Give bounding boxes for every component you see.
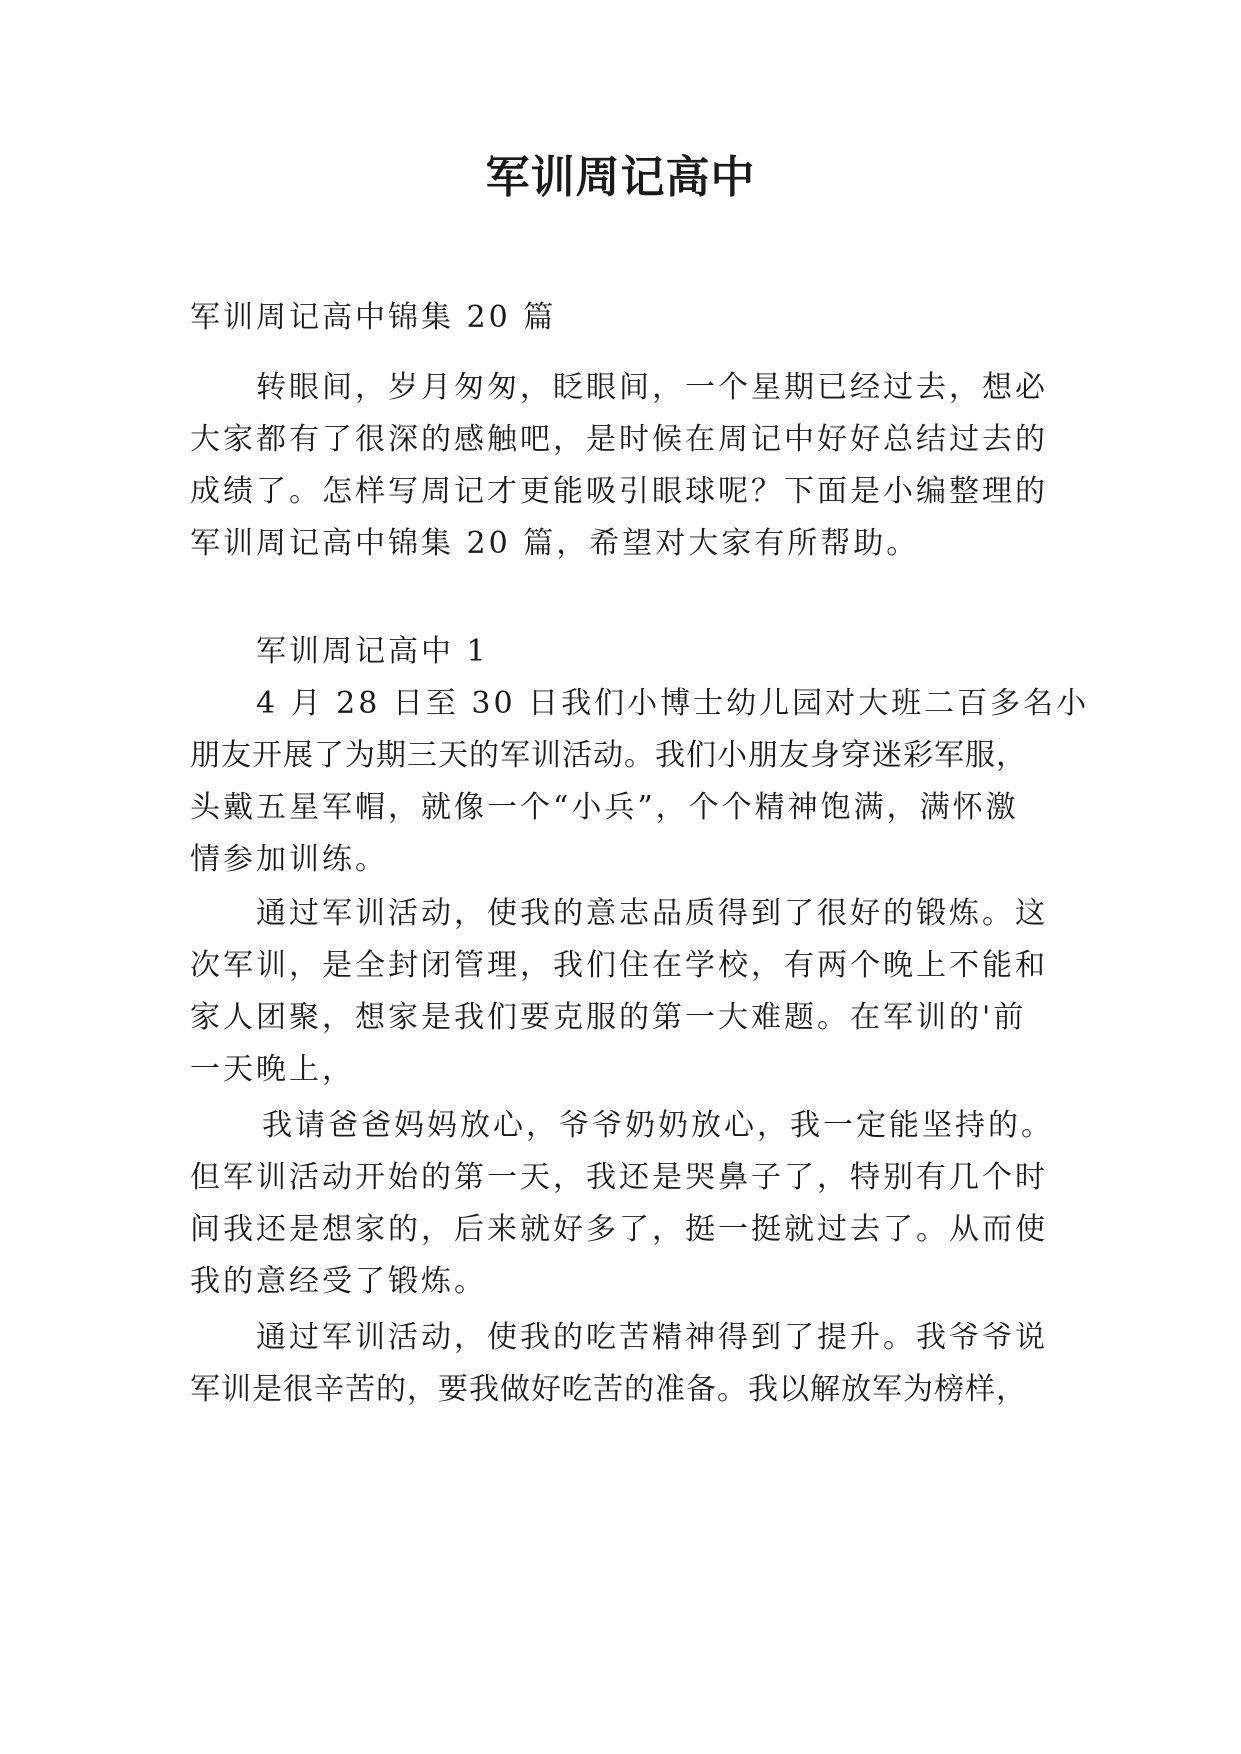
text-line: 转眼间，岁月匆匆，眨眼间，一个星期已经过去，想必: [256, 370, 1048, 405]
text-line: 成绩了。怎样写周记才更能吸引眼球呢？下面是小编整理的: [190, 474, 1048, 509]
text-line: 通过军训活动，使我的吃苦精神得到了提升。我爷爷说: [256, 1320, 1048, 1355]
text-line: 4 月 28 日至 30 日我们小博士幼儿园对大班二百多名小: [256, 686, 1090, 721]
document-subtitle: 军训周记高中锦集 20 篇: [190, 300, 557, 335]
text-line: 通过军训活动，使我的意志品质得到了很好的锻炼。这: [256, 896, 1048, 931]
document-title: 军训周记高中: [485, 152, 756, 203]
text-line: 军训是很辛苦的，要我做好吃苦的准备。我以解放军为榜样，: [190, 1372, 1027, 1407]
text-line: 但军训活动开始的第一天，我还是哭鼻子了，特别有几个时: [190, 1160, 1048, 1195]
text-line: 情参加训练。: [190, 842, 388, 877]
text-line: 朋友开展了为期三天的军训活动。我们小朋友身穿迷彩军服，: [190, 738, 1027, 773]
text-line: 我的意经受了锻炼。: [190, 1264, 487, 1299]
text-line: 次军训，是全封闭管理，我们住在学校，有两个晚上不能和: [190, 948, 1048, 983]
text-line: 我请爸爸妈妈放心，爷爷奶奶放心，我一定能坚持的。: [262, 1108, 1054, 1143]
text-line: 一天晚上，: [190, 1052, 355, 1087]
text-line: 间我还是想家的，后来就好多了，挺一挺就过去了。从而使: [190, 1212, 1048, 1247]
text-line: 头戴五星军帽，就像一个“小兵”，个个精神饱满，满怀激: [190, 790, 1019, 825]
text-line: 家人团聚，想家是我们要克服的第一大难题。在军训的'前: [190, 1000, 1027, 1035]
text-line: 军训周记高中锦集 20 篇，希望对大家有所帮助。: [190, 526, 920, 561]
text-line: 大家都有了很深的感触吧，是时候在周记中好好总结过去的: [190, 422, 1048, 457]
section-heading: 军训周记高中 1: [256, 634, 489, 669]
